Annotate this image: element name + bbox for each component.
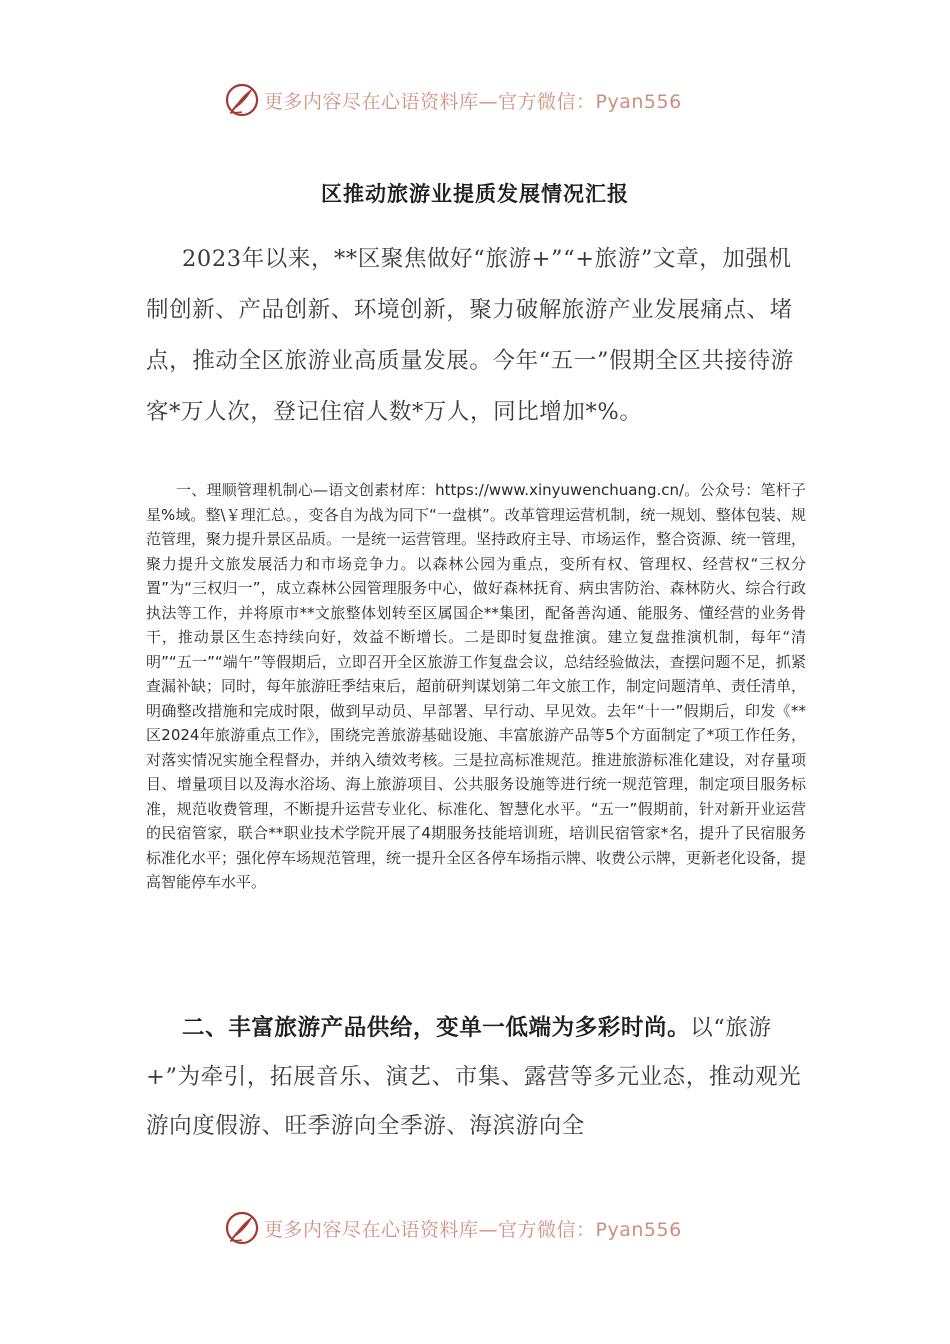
watermark-text: 更多内容尽在心语资料库—官方微信：Pyan556 xyxy=(264,1218,682,1241)
document-title: 区推动旅游业提质发展情况汇报 xyxy=(321,182,629,206)
watermark-text: 更多内容尽在心语资料库—官方微信：Pyan556 xyxy=(264,90,682,113)
watermark-banner-top xyxy=(224,82,744,118)
quill-logo-icon xyxy=(224,1210,260,1246)
watermark-banner-bottom xyxy=(224,1210,744,1246)
section-2-paragraph xyxy=(146,1004,806,1151)
intro-paragraph: 2023年以来，**区聚焦做好“旅游+”“+旅游”文章，加强机制创新、产品创新、环境创新，聚力破解旅游产业发展痛点、堵点，推动全区旅游业高质量发展。今年“五一”假期全区共接待游客*万人次，登记住宿人数*万人，同比增加*%。 xyxy=(146,246,794,425)
quill-logo-icon xyxy=(224,82,260,118)
section-2-body: 以“旅游+”为牵引，拓展音乐、演艺、市集、露营等多元业态，推动观光游向度假游、旺季游向全季游、海滨游向全 xyxy=(146,1015,802,1139)
section-2-heading: 二、丰富旅游产品供给，变单一低端为多彩时尚。 xyxy=(182,1015,691,1041)
section-1-paragraph: 一、理顺管理机制心—语文创素材库：https://www.xinyuwenchuang.cn/。公众号：笔杆子星%域。整\￥理汇总。，变各自为战为同下“一盘棋”。改革管理运营机制，统一规划、整体包装、规范管理，聚力提升景区品质。一是统一运营管理。坚持政府主导、市场运作，整合资源、统一管理，聚力提升文旅发展活力和市场竞争力。以森林公园为重点，变所有权、管理权、经营权“三权分置”为“三权归一”，成立森林公园管理服务中心，做好森林抚育、病虫害防治、森林防火、综合行政执法等工作，并将原市**文旅整体划转至区属国企**集团，配备善沟通、能服务、懂经营的业务骨干，推动景区生态持续向好，效益不断增长。二是即时复盘推演。建立复盘推演机制，每年“清明”“五一”“端午”等假期后，立即召开全区旅游工作复盘会议，总结经验做法，查摆问题不足，抓紧查漏补缺；同时，每年旅游旺季结束后，超前研判谋划第二年文旅工作，制定问题清单、责任清单，明确整改措施和完成时限，做到早动员、早部署、早行动、早见效。去年“十一”假期后，印发《**区2024年旅游重点工作》，围绕完善旅游基础设施、丰富旅游产品等5个方面制定了*项工作任务，对落实情况实施全程督办，并纳入绩效考核。三是拉高标准规范。推进旅游标准化建设，对存量项目、增量项目以及海水浴场、海上旅游项目、公共服务设施等进行统一规范管理，制定项目服务标准，规范收费管理，不断提升运营专业化、标准化、智慧化水平。“五一”假期前，针对新开业运营的民宿管家，联合**职业技术学院开展了4期服务技能培训班，培训民宿管家*名，提升了民宿服务标准化水平；强化停车场规范管理，统一提升全区各停车场指示牌、收费公示牌，更新老化设备，提高智能停车水平。 xyxy=(146,481,807,891)
